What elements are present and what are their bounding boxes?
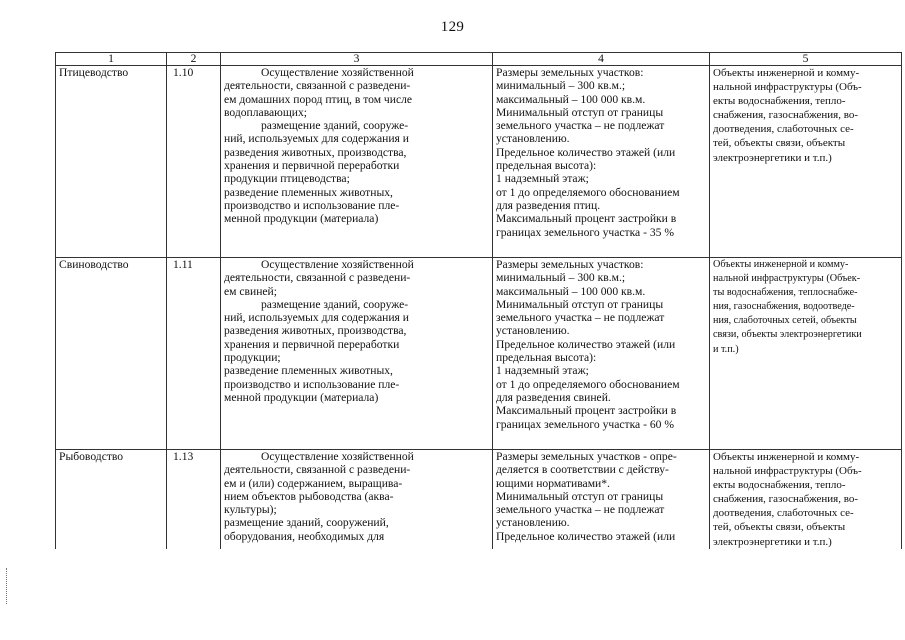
text-line: размещение зданий, сооруже- — [261, 297, 409, 311]
text-line: Объекты инженерной и комму- — [713, 67, 860, 79]
text-line: деятельности, связанной с разведени- — [224, 271, 411, 285]
text-line: электроэнергетики и т.п.) — [713, 151, 832, 164]
text-line: для разведения птиц. — [496, 198, 601, 212]
text-line: нальной инфраструктуры (Объек- — [713, 273, 861, 285]
text-line: границах земельного участка - 35 % — [496, 225, 674, 239]
text-line: установлению. — [496, 324, 570, 338]
text-line: размещение зданий, сооруже- — [261, 119, 409, 133]
text-line: Размеры земельных участков: — [496, 258, 644, 271]
text-line: снабжения, газоснабжения, во- — [713, 493, 859, 506]
scan-edge-mark — [6, 568, 8, 604]
text-line: Максимальный процент застройки в — [496, 212, 677, 226]
text-line: тей, объекты связи, объекты — [713, 137, 846, 150]
text-line: Осуществление хозяйственной — [261, 450, 414, 463]
land-use-name: Птицеводство — [56, 66, 167, 258]
land-use-description — [221, 258, 493, 450]
text-line: деятельности, связанной с разведени- — [224, 463, 411, 477]
text-line: минимальный – 300 кв.м.; — [496, 271, 626, 285]
text-line: Осуществление хозяйственной — [261, 258, 414, 271]
text-line: культуры); — [224, 503, 277, 517]
text-line: производство и использование пле- — [224, 198, 400, 212]
text-line: ем и (или) содержанием, выращива- — [224, 476, 403, 490]
column-header-2: 2 — [167, 53, 221, 66]
text-line: ющими нормативами*. — [496, 476, 610, 490]
land-use-description — [221, 66, 493, 258]
text-line: ем свиней; — [224, 284, 277, 298]
text-line: продукции птицеводства; — [224, 172, 350, 186]
table-row — [56, 258, 902, 450]
text-line: деятельности, связанной с разведени- — [224, 79, 411, 93]
text-line: хранения и первичной переработки — [224, 337, 400, 351]
text-line: для разведения свиней. — [496, 390, 611, 404]
land-use-parameters — [493, 258, 710, 450]
text-line: тей, объекты связи, объекты — [713, 521, 846, 534]
text-line: ния, слаботочных сетей, объекты — [713, 315, 857, 327]
land-use-objects — [710, 258, 902, 450]
text-line: Осуществление хозяйственной — [261, 66, 414, 79]
text-line: Предельное количество этажей (или — [496, 529, 676, 543]
text-line: земельного участка – не подлежат — [496, 119, 665, 133]
column-header-3: 3 — [221, 53, 493, 66]
text-line: установлению. — [496, 132, 570, 146]
land-use-code: 1.11 — [167, 258, 221, 450]
text-line: Размеры земельных участков - опре- — [496, 450, 677, 463]
land-use-objects — [710, 66, 902, 258]
text-line: предельная высота): — [496, 159, 597, 173]
text-line: ний, используемых для содержания и — [224, 132, 409, 146]
text-line: нием объектов рыбоводства (аква- — [224, 489, 394, 503]
text-line: производство и использование пле- — [224, 377, 400, 391]
text-line: екты водоснабжения, тепло- — [713, 95, 846, 108]
text-line: Предельное количество этажей (или — [496, 337, 676, 351]
text-line: доотведения, слаботочных се- — [713, 507, 854, 520]
text-line: от 1 до определяемого обоснованием — [496, 377, 680, 391]
text-line: максимальный – 100 000 кв.м. — [496, 92, 646, 106]
text-line: менной продукции (материала) — [224, 212, 379, 226]
text-line: установлению. — [496, 516, 570, 530]
text-line: ем домашних пород птиц, в том числе — [224, 92, 413, 106]
text-line: ния, газоснабжения, водоотведе- — [713, 301, 855, 313]
text-line: разведение племенных животных, — [224, 364, 393, 378]
text-line: 1 надземный этаж; — [496, 172, 589, 186]
text-line: Объекты инженерной и комму- — [713, 259, 849, 270]
land-use-objects — [710, 450, 902, 549]
text-line: нальной инфраструктуры (Объ- — [713, 81, 862, 94]
text-line: водоплавающих; — [224, 105, 307, 119]
text-line: хранения и первичной переработки — [224, 159, 400, 173]
text-line: ты водоснабжения, теплоснабже- — [713, 287, 858, 299]
text-line: деляется в соответствии с действу- — [496, 463, 669, 477]
column-header-4: 4 — [493, 53, 710, 66]
table-row — [56, 450, 902, 549]
text-line: от 1 до определяемого обоснованием — [496, 185, 680, 199]
page-number: 129 — [440, 19, 465, 35]
text-line: разведение племенных животных, — [224, 185, 393, 199]
land-use-table — [55, 52, 902, 549]
text-line: ний, используемых для содержания и — [224, 311, 409, 325]
text-line: земельного участка – не подлежат — [496, 503, 665, 517]
text-line: земельного участка – не подлежат — [496, 311, 665, 325]
text-line: Предельное количество этажей (или — [496, 145, 676, 159]
text-line: екты водоснабжения, тепло- — [713, 479, 846, 492]
land-use-name: Рыбоводство — [56, 450, 167, 549]
text-line: минимальный – 300 кв.м.; — [496, 79, 626, 93]
text-line: Минимальный отступ от границы — [496, 489, 664, 503]
text-line: оборудования, необходимых для — [224, 529, 385, 543]
text-line: нальной инфраструктуры (Объ- — [713, 465, 862, 478]
text-line: электроэнергетики и т.п.) — [713, 535, 832, 548]
text-line: менной продукции (материала) — [224, 390, 379, 404]
column-header-5: 5 — [710, 53, 902, 66]
column-header-1: 1 — [56, 53, 167, 66]
text-line: 1 надземный этаж; — [496, 364, 589, 378]
land-use-code: 1.10 — [167, 66, 221, 258]
text-line: предельная высота): — [496, 351, 597, 365]
text-line: размещение зданий, сооружений, — [224, 516, 389, 530]
text-line: границах земельного участка - 60 % — [496, 417, 674, 431]
text-line: снабжения, газоснабжения, во- — [713, 109, 859, 122]
text-line: Объекты инженерной и комму- — [713, 451, 860, 463]
land-use-description — [221, 450, 493, 549]
text-line: связи, объекты электроэнергетики — [713, 329, 862, 341]
text-line: продукции; — [224, 351, 281, 365]
land-use-parameters — [493, 66, 710, 258]
text-line: и т.п.) — [713, 343, 739, 355]
land-use-parameters — [493, 450, 710, 549]
text-line: Максимальный процент застройки в — [496, 404, 677, 418]
text-line: разведения животных, производства, — [224, 324, 407, 338]
land-use-name: Свиноводство — [56, 258, 167, 450]
text-line: Размеры земельных участков: — [496, 66, 644, 79]
text-line: Минимальный отступ от границы — [496, 297, 664, 311]
text-line: максимальный – 100 000 кв.м. — [496, 284, 646, 298]
text-line: Минимальный отступ от границы — [496, 105, 664, 119]
land-use-code: 1.13 — [167, 450, 221, 549]
table-row — [56, 66, 902, 258]
text-line: доотведения, слаботочных се- — [713, 123, 854, 136]
table-header-row — [56, 53, 902, 66]
text-line: разведения животных, производства, — [224, 145, 407, 159]
